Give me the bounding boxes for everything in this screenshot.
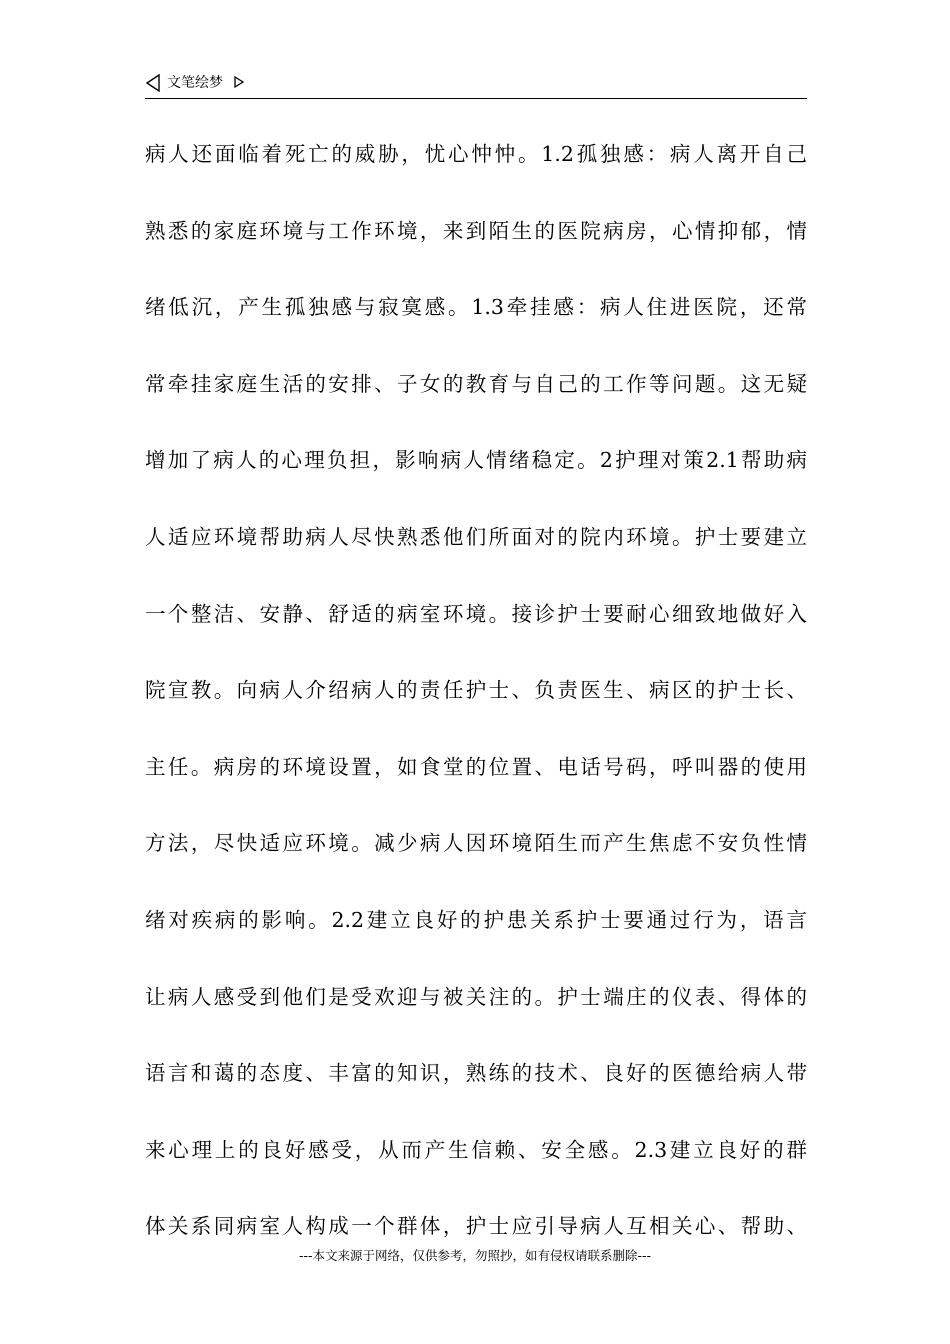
- body-text: [145, 138, 807, 1287]
- text-line: 院宣教。向病人介绍病人的责任护士、负责医生、病区的护士长、: [145, 678, 807, 703]
- text-line: 一个整洁、安静、舒适的病室环境。接诊护士要耐心细致地做好入: [145, 601, 807, 626]
- text-line: 病人还面临着死亡的威胁，忧心忡忡。1.2孤独感：病人离开自己: [145, 142, 807, 166]
- right-triangle-icon: [233, 75, 245, 89]
- page-header: [145, 72, 807, 99]
- footer-disclaimer: ---本文来源于网络，仅供参考，勿照抄，如有侵权请联系删除---: [298, 1248, 652, 1263]
- text-line: 增加了病人的心理负担，影响病人情绪稳定。2护理对策2.1帮助病: [145, 448, 807, 473]
- text-line: 人适应环境帮助病人尽快熟悉他们所面对的院内环境。护士要建立: [145, 524, 807, 549]
- text-line: 熟悉的家庭环境与工作环境，来到陌生的医院病房，心情抑郁，情: [145, 218, 807, 243]
- text-line: 语言和蔼的态度、丰富的知识，熟练的技术、良好的医德给病人带: [145, 1061, 807, 1086]
- text-line: 让病人感受到他们是受欢迎与被关注的。护士端庄的仪表、得体的: [145, 984, 807, 1009]
- text-line: 方法，尽快适应环境。减少病人因环境陌生而产生焦虑不安负性情: [145, 831, 807, 856]
- text-line: 体关系同病室人构成一个群体，护士应引导病人互相关心、帮助、: [145, 1214, 807, 1239]
- text-line: 来心理上的良好感受，从而产生信赖、安全感。2.3建立良好的群: [145, 1137, 807, 1162]
- text-line: 常牵挂家庭生活的安排、子女的教育与自己的工作等问题。这无疑: [145, 371, 807, 396]
- header-brand: 文笔绘梦: [167, 75, 223, 91]
- text-line: 绪低沉，产生孤独感与寂寞感。1.3牵挂感：病人住进医院，还常: [145, 295, 807, 320]
- text-line: 主任。病房的环境设置，如食堂的位置、电话号码，呼叫器的使用: [145, 754, 807, 779]
- text-line: 绪对疾病的影响。2.2建立良好的护患关系护士要通过行为，语言: [145, 907, 807, 932]
- left-triangle-icon: [145, 74, 161, 92]
